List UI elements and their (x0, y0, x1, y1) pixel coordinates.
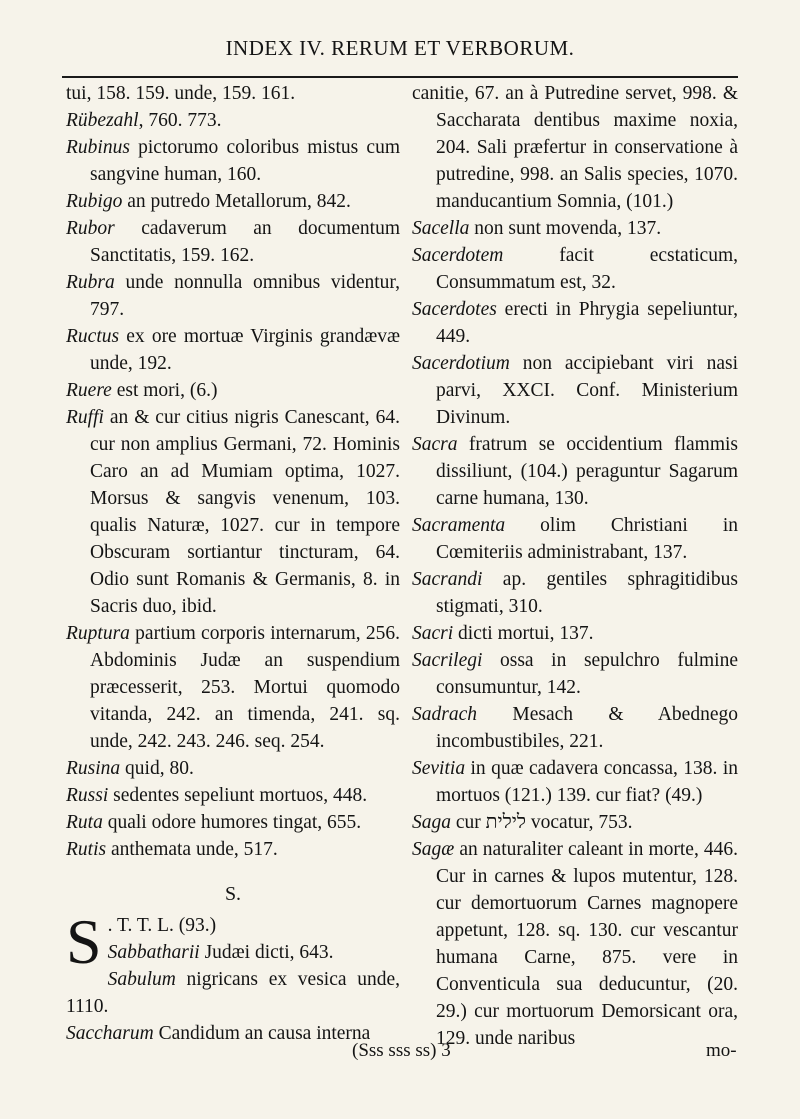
index-text: . T. T. L. (93.) (107, 915, 217, 936)
index-term: Rubinus (66, 137, 130, 158)
drop-cap-letter: S (66, 906, 102, 977)
index-text: canitie, 67. an à Putredine servet, 998. & Saccharata dentibus maxime noxia, 204. Sali præfertur in conservatione à putredine, 998. an Salis species, 1070. manducantium Somnia, (101.) (412, 83, 738, 212)
index-term: Sacrandi (412, 569, 483, 590)
index-text: in quæ cadavera concassa, 138. in mortuos (121.) 139. cur fiat? (49.) (436, 758, 738, 806)
index-entry (412, 431, 738, 512)
index-text: erecti in Phrygia sepeliuntur, 449. (436, 299, 738, 347)
index-term: Sacella (412, 218, 470, 239)
index-text: est mori, (6.) (111, 380, 218, 401)
index-term: Sabbatharii (107, 942, 200, 963)
index-entry (412, 242, 738, 296)
index-entry (66, 809, 400, 836)
index-term: Rusina (66, 758, 121, 779)
s-entries (66, 906, 400, 1047)
index-entry (66, 782, 400, 809)
running-head: INDEX IV. RERUM ET VERBORUM. (225, 36, 575, 60)
index-term: Sacerdotium (412, 353, 510, 374)
index-term: Saga (412, 812, 451, 833)
index-term: Sabulum (107, 969, 176, 990)
section-heading-s: S. (224, 883, 242, 905)
index-entry (412, 755, 738, 809)
index-entry (66, 836, 400, 863)
index-term: Sevitia (412, 758, 466, 779)
index-text: an naturaliter caleant in morte, 446. Cur in carnes & lupos mutentur, 128. cur demortuorum Carnes magnopere appetunt, 128. sq. 130. cur vescantur humana Carne, 875. vere in Conventicula sua deducuntur, (20. 29.) cur mortuorum Demorsicant ora, 129. unde naribus (436, 839, 738, 1049)
index-text: olim Christiani in Cœmiteriis administrabant, 137. (436, 515, 738, 563)
index-term: Rubigo (66, 191, 123, 212)
index-text: Mesach & Abednego incombustibiles, 221. (436, 704, 738, 752)
index-text: cur לילית vocatur, 753. (451, 812, 633, 833)
index-text: unde nonnulla omnibus videntur, 797. (90, 272, 400, 320)
index-term: Ruta (66, 812, 103, 833)
index-entry (412, 701, 738, 755)
index-text: ex ore mortuæ Virginis grandævæ unde, 192. (90, 326, 400, 374)
index-term: Ruptura (66, 623, 130, 644)
signature-mark: (Sss sss ss) 3 (352, 1040, 451, 1061)
index-text: pictorumo coloribus mistus cum sangvine human, 160. (90, 137, 400, 185)
index-entry (66, 377, 400, 404)
index-entry (66, 912, 400, 939)
index-text: cadaverum an documentum Sanctitatis, 159. 162. (90, 218, 400, 266)
index-entry (412, 350, 738, 431)
index-term: Sacri (412, 623, 454, 644)
index-entry (412, 809, 738, 836)
left-entries (66, 80, 400, 863)
index-term: Russi (66, 785, 109, 806)
index-entry (66, 939, 400, 966)
index-term: Ruere (66, 380, 112, 401)
index-text: an & cur citius nigris Canescant, 64. cur non amplius Germani, 72. Hominis Caro an ad Mumiam optima, 1027. Morsus & sangvis venenum, 103. qualis Naturæ, 1027. cur in tempore Obscuram sortiantur tincturam, 64. Odio sunt Romanis & Germanis, 8. in Sacris duo, ibid. (90, 407, 400, 617)
index-text: Candidum an causa interna (153, 1023, 371, 1044)
catchword: mo- (706, 1040, 737, 1061)
index-term: Rutis (66, 839, 107, 860)
index-text: ap. gentiles sphragitidibus stigmati, 310. (436, 569, 738, 617)
index-entry (66, 215, 400, 269)
index-text: tui, 158. 159. unde, 159. 161. (66, 83, 296, 104)
index-entry (66, 620, 400, 755)
index-text: partium corporis internarum, 256. Abdominis Judæ an suspendium præcesserit, 253. Mortui quomodo vitanda, 242. an timenda, 241. sq. unde, 242. 243. 246. seq. 254. (90, 623, 400, 752)
index-entry (66, 404, 400, 620)
index-entry (412, 296, 738, 350)
index-text: sedentes sepeliunt mortuos, 448. (108, 785, 368, 806)
index-entry (66, 107, 400, 134)
header-rule (62, 76, 738, 78)
index-term: Rübezahl (66, 110, 139, 131)
index-text: dicti mortui, 137. (453, 623, 594, 644)
index-text: facit ecstaticum, Consummatum est, 32. (436, 245, 738, 293)
index-term: Sadrach (412, 704, 477, 725)
index-term: Ructus (66, 326, 120, 347)
index-text: Judæi dicti, 643. (199, 942, 334, 963)
index-entry (412, 647, 738, 701)
index-text: non sunt movenda, 137. (469, 218, 662, 239)
index-term: Sacerdotem (412, 245, 504, 266)
right-entries (412, 80, 738, 1052)
index-text: nigricans ex vesica unde, 1110. (66, 969, 400, 1017)
index-entry (66, 755, 400, 782)
index-entry (66, 966, 400, 1020)
index-text: ossa in sepulchro fulmine consumuntur, 142. (436, 650, 738, 698)
index-term: Sacerdotes (412, 299, 497, 320)
index-entry (66, 323, 400, 377)
index-text: anthemata unde, 517. (106, 839, 278, 860)
index-entry (66, 269, 400, 323)
index-text: , 760. 773. (138, 110, 222, 131)
index-text: quali odore humores tingat, 655. (102, 812, 362, 833)
index-term: Sagæ (412, 839, 455, 860)
index-entry (412, 512, 738, 566)
index-text: an putredo Metallorum, 842. (122, 191, 351, 212)
index-entry (412, 836, 738, 1052)
index-term: Rubor (66, 218, 115, 239)
index-entry (66, 188, 400, 215)
index-entry (412, 215, 738, 242)
index-term: Sacra (412, 434, 458, 455)
index-term: Sacramenta (412, 515, 506, 536)
page-footer (0, 1040, 800, 1070)
left-column (66, 80, 400, 1047)
s-section (66, 906, 400, 1047)
right-column (412, 80, 738, 1052)
index-text: quid, 80. (120, 758, 194, 779)
index-entry (66, 134, 400, 188)
index-term: Sacrilegi (412, 650, 483, 671)
index-text: non accipiebant viri nasi parvi, XXCI. Conf. Ministerium Divinum. (436, 353, 738, 428)
index-entry (412, 620, 738, 647)
index-entry (412, 566, 738, 620)
index-term: Saccharum (66, 1023, 154, 1044)
index-term: Rubra (66, 272, 115, 293)
index-term: Ruffi (66, 407, 104, 428)
index-entry (412, 80, 738, 215)
index-text: fratrum se occidentium flammis dissiliunt, (104.) peraguntur Sagarum carne humana, 130. (436, 434, 738, 509)
index-entry (66, 80, 400, 107)
